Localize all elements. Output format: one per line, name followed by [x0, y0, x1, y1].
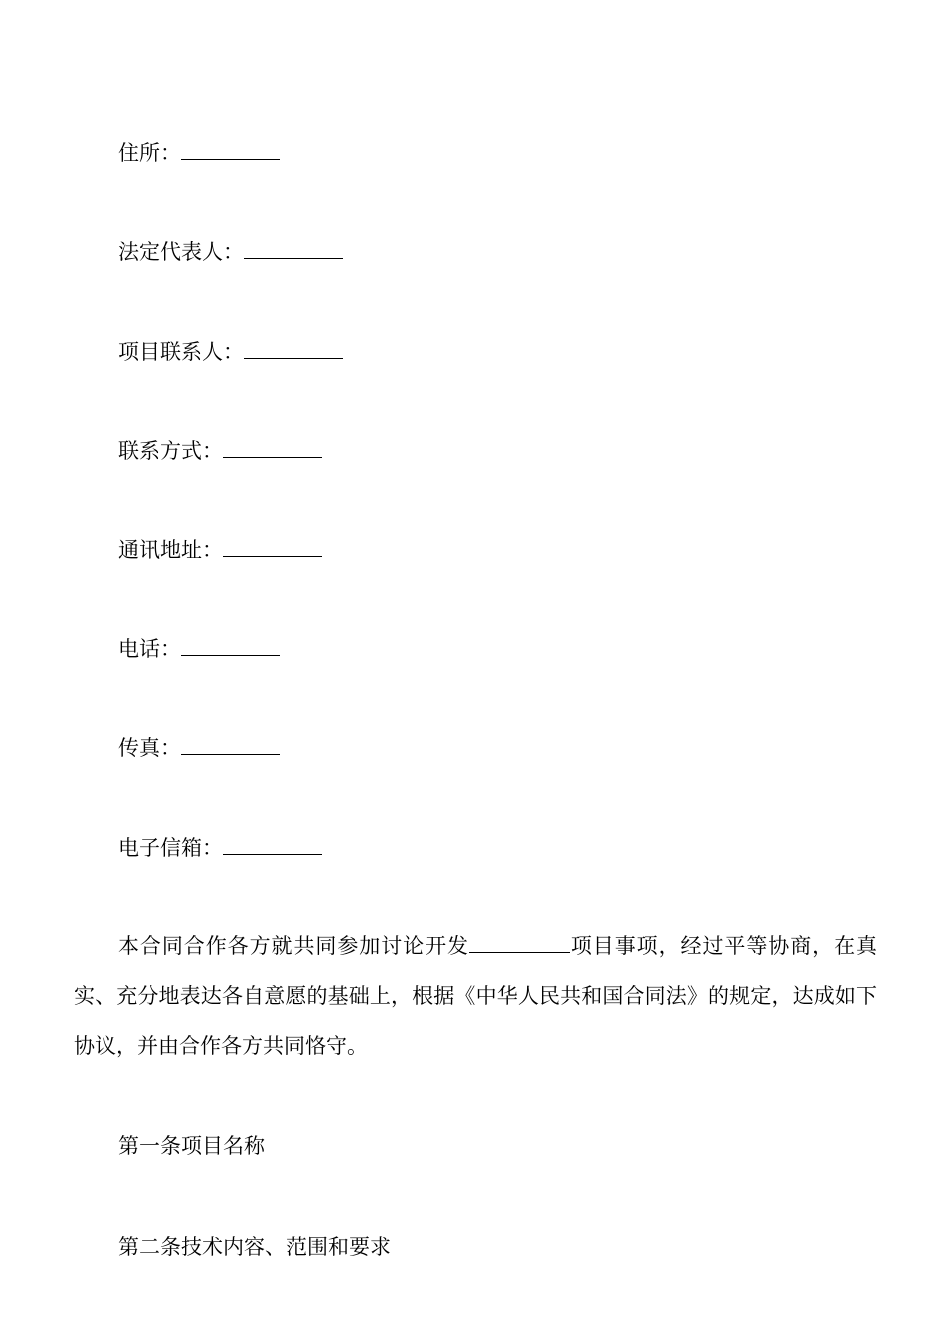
fill-in-blank[interactable]	[223, 437, 322, 458]
field-project-contact	[118, 337, 343, 367]
fill-in-blank[interactable]	[181, 635, 280, 656]
intro-text-part2: 项目事项，经过平等协商，在真实、充分地表达各自意愿的基础上，根据《中华人民共和国合同法》的规定，达成如下协议，并由合作各方共同恪守。	[74, 934, 878, 1058]
fill-in-blank[interactable]	[223, 834, 322, 855]
fill-in-blank[interactable]	[244, 238, 343, 259]
article-heading: 第二条技术内容、范围和要求	[118, 1235, 391, 1259]
fill-in-blank[interactable]	[244, 338, 343, 359]
field-label: 电子信箱：	[118, 836, 223, 860]
field-email	[118, 833, 322, 863]
fill-in-blank[interactable]	[181, 139, 280, 160]
field-mailing-address	[118, 535, 322, 565]
field-phone	[118, 634, 280, 664]
field-label: 住所：	[118, 141, 181, 165]
fill-in-blank[interactable]	[223, 536, 322, 557]
fill-in-blank[interactable]	[181, 734, 280, 755]
field-label: 法定代表人：	[118, 240, 244, 264]
project-name-blank[interactable]	[469, 932, 570, 953]
article-heading: 第一条项目名称	[118, 1134, 265, 1158]
field-label: 通讯地址：	[118, 538, 223, 562]
intro-paragraph	[74, 921, 877, 1071]
field-label: 联系方式：	[118, 439, 223, 463]
field-label: 电话：	[118, 637, 181, 661]
field-address	[118, 138, 280, 168]
field-fax	[118, 733, 280, 763]
intro-text-part1: 本合同合作各方就共同参加讨论开发	[118, 934, 469, 958]
field-label: 传真：	[118, 736, 181, 760]
field-label: 项目联系人：	[118, 340, 244, 364]
field-contact-method	[118, 436, 322, 466]
field-legal-representative	[118, 237, 343, 267]
